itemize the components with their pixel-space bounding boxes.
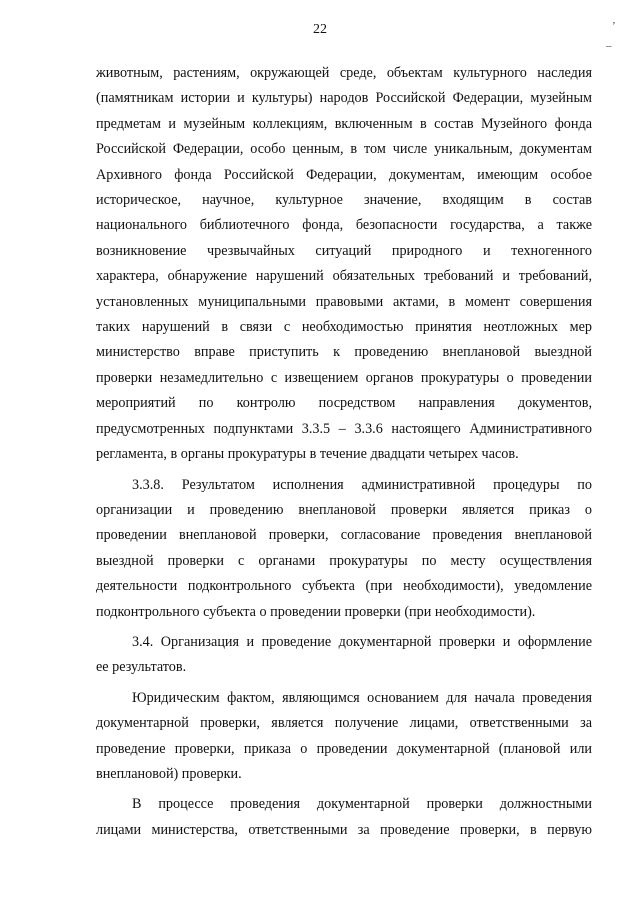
text-line: подконтрольного субъекта о проведении проверки (при необходимости). (96, 603, 536, 620)
page-number: 22 (313, 22, 327, 37)
text-line: предметам и музейным коллекциям, включенным в состав Музейного фонда (96, 115, 592, 132)
margin-mark: – (606, 40, 612, 52)
paragraph (96, 630, 592, 681)
text-line: таких нарушений в связи с необходимостью принятия неотложных мер (96, 319, 592, 336)
text-line: Архивного фонда Российской Федерации, документам, имеющим особое (96, 166, 592, 183)
text-line: характера, обнаружение нарушений обязательных требований и требований, (96, 268, 592, 285)
text-line: выездной проверки с органами прокуратуры по месту осуществления (96, 552, 592, 569)
text-line: Российской Федерации, особо ценным, в том числе уникальным, документам (96, 141, 592, 158)
text-line: 3.4. Организация и проведение документарной проверки и оформление (132, 633, 592, 650)
text-line: предусмотренных подпунктами 3.3.5 – 3.3.6 настоящего Административного (96, 420, 592, 437)
text-line: деятельности подконтрольного субъекта (при необходимости), уведомление (96, 578, 592, 595)
text-line: установленных муниципальными правовыми актами, в момент совершения (96, 293, 592, 310)
text-line: возникновение чрезвычайных ситуаций природного и техногенного (96, 242, 592, 259)
text-line: организации и проведению внеплановой проверки является приказ о (96, 501, 592, 518)
text-line: 3.3.8. Результатом исполнения административной процедуры по (132, 476, 592, 493)
text-line: историческое, научное, культурное значение, входящим в состав (96, 192, 592, 209)
text-line: проведении внеплановой проверки, согласование проведения внеплановой (96, 527, 592, 544)
text-line: национального библиотечного фонда, безопасности государства, а также (96, 217, 592, 234)
paragraph (96, 473, 592, 625)
text-line: ее результатов. (96, 659, 187, 676)
paragraph (96, 792, 592, 843)
text-line: животным, растениям, окружающей среде, объектам культурного наследия (96, 65, 592, 81)
document-body (96, 61, 592, 843)
paragraph (96, 61, 592, 468)
text-line: проверки незамедлительно с извещением органов прокуратуры о проведении (96, 369, 592, 386)
text-line: лицами министерства, ответственными за проведение проверки, в первую (96, 821, 592, 838)
text-line: регламента, в органы прокуратуры в течение двадцати четырех часов. (96, 446, 519, 463)
text-line: Юридическим фактом, являющимся основанием для начала проведения (132, 689, 592, 706)
text-line: министерство вправе приступить к проведению внеплановой выездной (96, 344, 592, 361)
text-line: (памятникам истории и культуры) народов Российской Федерации, музейным (96, 90, 592, 107)
text-line: проведение проверки, приказа о проведении документарной (плановой или (96, 740, 592, 757)
text-line: внеплановой) проверки. (96, 765, 242, 782)
text-line: мероприятий по контролю посредством направления документов, (96, 395, 592, 412)
margin-mark: ’ (612, 20, 616, 32)
text-line: В процессе проведения документарной проверки должностными (132, 796, 592, 813)
paragraph (96, 686, 592, 788)
text-line: документарной проверки, является получение лицами, ответственными за (96, 715, 592, 732)
